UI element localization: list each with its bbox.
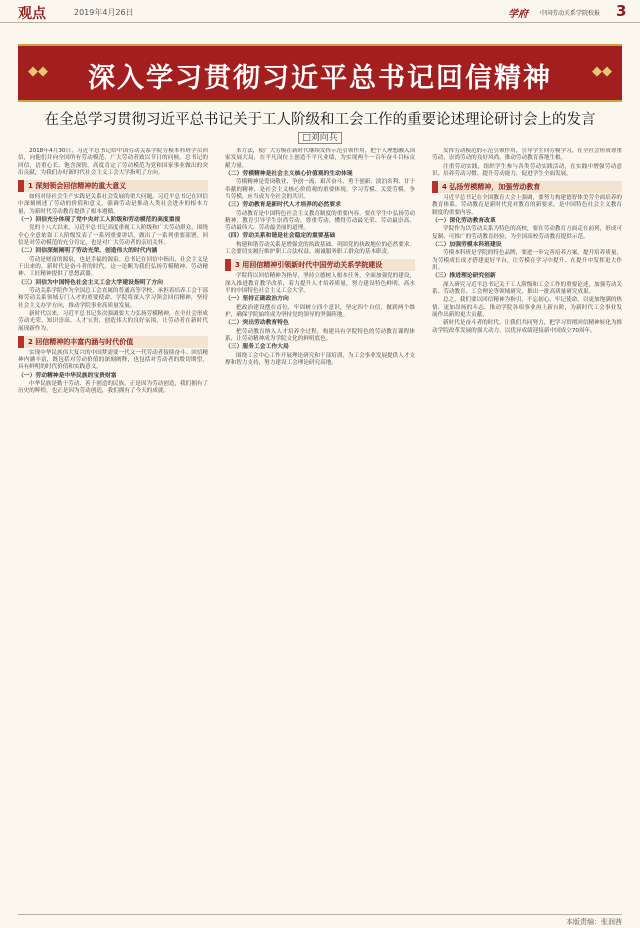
paragraph: 劳动关系学院作为全国总工会直属的普通高等学校，承担着培养工会干部和劳动关系领域专门人才的重要使命。学院将深入学习领会回信精神，坚持社会主义办学方向，推动学院事业高质量发展。	[18, 288, 208, 309]
paragraph: 深入研究习近平总书记关于工人阶级和工会工作的重要论述，加强劳动关系、劳动教育、工会理论等领域研究，推出一批高质量研究成果。	[432, 281, 622, 296]
subheading: （三）推进理论研究创新	[432, 273, 496, 280]
issue-date: 2019年4月26日	[74, 8, 134, 17]
section-name: 观点	[18, 6, 46, 22]
paragraph: 注重劳动实践，组织学生参与各类劳动实践活动，在实践中增强劳动意识、培养劳动习惯、提升劳动能力，促进学生全面发展。	[432, 163, 622, 177]
article-title: 在全总学习贯彻习近平总书记关于工人阶级和工会工作的重要论述理论研讨会上的发言	[44, 112, 596, 128]
section-heading: 2 回信精神的丰富内涵与时代价值	[18, 336, 208, 348]
paragraph: 总之，我们要以回信精神为指引，不忘初心、牢记使命，以更加饱满的热情、更加昂扬的斗志，推动学院各项事业再上新台阶，为新时代工会事业发展作出新的更大贡献。	[432, 297, 622, 318]
paragraph: 发挥劳动模范的示范引领作用，引导学生向劳模学习，在全社会形成尊重劳动、崇尚劳动的良好风尚，推动劳动教育落地生根。	[432, 148, 622, 162]
byline	[18, 130, 622, 143]
article-column-2	[225, 148, 415, 908]
paragraph: 如何对待社会生产实践是关系社会发展的重大问题。习近平总书记在回信中深刻阐述了劳动的价值和意义，强调劳动是推动人类社会进步的根本力量，为新时代劳动教育提供了根本遵循。	[18, 194, 208, 215]
subheading: （四）劳动关系和谐是社会稳定的重要基础	[225, 233, 336, 240]
page-number: 3	[616, 2, 627, 20]
page-footer	[18, 914, 622, 926]
paragraph: 劳模本科班是学院的特色品牌，要进一步完善培养方案，提升培养质量，为劳模成长成才搭建更好平台，让劳模在学习中提升、在提升中发挥更大作用。	[432, 250, 622, 272]
author: □刘向兵	[298, 132, 342, 144]
ornament-icon: ◆◆	[592, 64, 612, 79]
newspaper-subtitle: 中国劳动关系学院校报	[540, 10, 601, 17]
headline-banner	[18, 44, 622, 102]
paragraph: 中华民族是勤于劳动、善于创造的民族。正是因为劳动创造，我们拥有了历史的辉煌，也正是因为劳动创造，我们拥有了今天的成就。	[18, 381, 208, 395]
page-header	[0, 0, 640, 23]
editor-credit: 本版责编：张润茜	[566, 918, 622, 926]
paragraph: 劳动教育是中国特色社会主义教育制度的重要内容。要在学生中弘扬劳动精神，教育引导学生崇尚劳动、尊重劳动，懂得劳动最光荣、劳动最崇高、劳动最伟大、劳动最美丽的道理。	[225, 210, 415, 232]
subheading: （二）加强劳模本科班建设	[432, 242, 502, 249]
subheading: （一）深化劳动教育改革	[432, 218, 496, 225]
section-heading: 1 深刻领会回信精神的重大意义	[18, 180, 208, 192]
paragraph: 劳模精神是爱岗敬业、争创一流、艰苦奋斗、勇于创新、淡泊名利、甘于奉献的精神，是社会主义核心价值观的重要体现。学习劳模、关爱劳模、争当劳模，应当成为全社会的共识。	[225, 179, 415, 200]
paragraph: 习近平总书记在全国教育大会上强调，要努力构建德智体美劳全面培养的教育体系。劳动教育是新时代党对教育的新要求，是中国特色社会主义教育制度的重要内容。	[432, 195, 622, 216]
section-heading: 3 用回信精神引领新时代中国劳动关系学院建设	[225, 259, 415, 271]
subheading: （三）回信为中国特色社会主义工会大学建设指明了方向	[18, 279, 163, 286]
article-column-3	[432, 148, 622, 908]
subheading: （一）坚持正确政治方向	[225, 296, 289, 303]
article-column-1	[18, 148, 208, 908]
subheading: （二）劳模精神是社会主义核心价值观的生动体现	[225, 170, 353, 177]
banner-title: 深入学习贯彻习近平总书记回信精神	[88, 63, 552, 94]
paragraph: 2018年4月30日，习近平总书记给中国劳动关系学院劳模本科班学员回信，向他们并向全国所有劳动模范、广大劳动者致以节日的问候。总书记的回信，语重心长、饱含深情，高度肯定了劳动模范为党和国家事业做出的突出贡献，为我们办好新时代社会主义工会大学指明了方向。	[18, 148, 208, 176]
paragraph: 学院将以回信精神为指导，坚持立德树人根本任务，全面加强党的建设，深入推进教育教学改革，着力提升人才培养质量，努力建设特色鲜明、高水平的中国特色社会主义工会大学。	[225, 273, 415, 295]
subheading: （三）劳动教育是新时代人才培养的必然要求	[225, 202, 341, 209]
newspaper-brand: 学府	[508, 9, 528, 20]
paragraph: 本方法，使广大劳模在新时代继续发挥示范引领作用，把个人理想融入国家发展大局，在平凡岗位上创造不平凡业绩，为实现两个一百年奋斗目标贡献力量。	[225, 148, 415, 169]
subheading: （三）服务工会工作大局	[225, 344, 289, 351]
subheading: （二）突出劳动教育特色	[225, 320, 289, 327]
subheading: （一）回信充分体现了党中央对工人阶级和劳动模范的高度重视	[18, 217, 181, 224]
paragraph: 围绕工会中心工作开展理论研究和干部培训，为工会事业发展提供人才支撑和智力支持，努力建设工会理论研究高地。	[225, 352, 415, 367]
subheading: （一）劳动精神是中华民族的宝贵财富	[18, 372, 117, 379]
paragraph: 实现中华民族伟大复兴的中国梦需要一代又一代劳动者接续奋斗。回信精神内涵丰富，既包括对劳动价值的深刻阐释，也包括对劳动者的殷切期望，具有鲜明的时代价值和实践意义。	[18, 349, 208, 371]
paragraph: 党的十八大以来，习近平总书记高度重视工人阶级和广大劳动群众，围绕全心全意依靠工人阶级发表了一系列重要讲话，做出了一系列重要部署。回信是对劳动模范的充分肯定，也是对广大劳动者的亲切关怀。	[18, 225, 208, 247]
paragraph: 新时代以来，习近平总书记多次强调要大力弘扬劳模精神，在全社会形成劳动光荣、知识崇高、人才宝贵、创造伟大的良好氛围，让劳动者在新时代展现新作为。	[18, 310, 208, 332]
paragraph: 把政治建设摆在首位，牢固树立四个意识，坚定四个自信，做到两个维护，确保学院始终成为坚持党的领导的坚强阵地。	[225, 304, 415, 319]
subheading: （二）回信深刻阐明了劳动光荣、创造伟大的时代内涵	[18, 248, 158, 255]
section-heading: 4 弘扬劳模精神，加强劳动教育	[432, 181, 622, 193]
paragraph: 新时代是奋斗者的时代。让我们共同努力，把学习贯彻回信精神转化为推动学院改革发展的强大动力，以优异成绩迎接新中国成立70周年。	[432, 320, 622, 334]
paragraph: 把劳动教育纳入人才培养全过程，构建具有学院特色的劳动教育课程体系，让劳动精神成为学院文化的鲜明底色。	[225, 328, 415, 343]
paragraph: 学院作为以劳动关系为特色的高校，要在劳动教育方面走在前列，形成可复制、可推广的劳动教育经验，为全国高校劳动教育提供示范。	[432, 226, 622, 240]
paragraph: 劳动是财富的源泉，也是幸福的源泉。总书记在回信中指出，社会主义是干出来的，新时代是奋斗者的时代。这一论断为我们弘扬劳模精神、劳动精神、工匠精神提供了思想武器。	[18, 256, 208, 278]
paragraph: 构建和谐劳动关系是增强党的执政基础、巩固党的执政地位的必然要求。工会要切实履行维护职工合法权益、竭诚服务职工群众的基本职责。	[225, 241, 415, 256]
ornament-icon: ◆◆	[28, 64, 48, 79]
